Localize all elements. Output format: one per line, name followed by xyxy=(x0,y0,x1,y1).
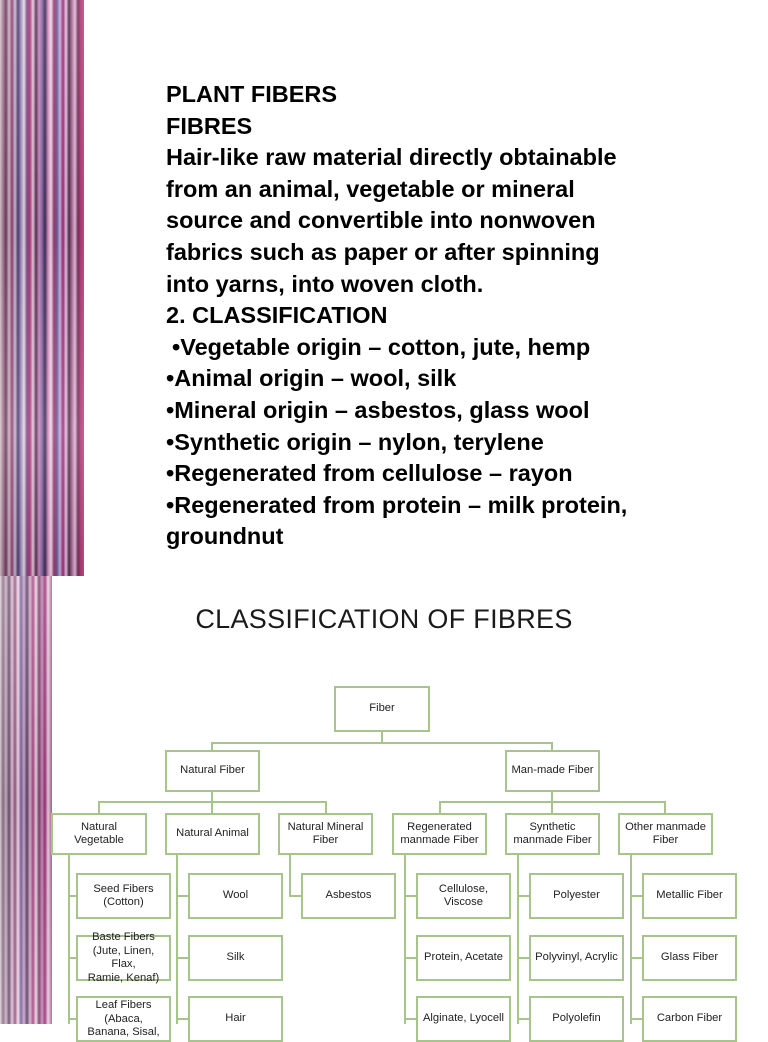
bullet-item: •Regenerated from cellulose – rayon xyxy=(166,460,573,487)
leaf-carbon-fiber: Carbon Fiber xyxy=(642,996,737,1042)
node-synthetic-manmade: Synthetic manmade Fiber xyxy=(505,813,600,855)
leaf-metallic-fiber: Metallic Fiber xyxy=(642,873,737,919)
node-natural-fiber: Natural Fiber xyxy=(165,750,260,792)
connector xyxy=(176,895,188,897)
leaf-hair: Hair xyxy=(188,996,283,1042)
bullet-item: •Mineral origin – asbestos, glass wool xyxy=(166,396,590,423)
connector xyxy=(630,1018,642,1020)
connector xyxy=(325,801,327,813)
connector xyxy=(211,801,213,813)
leaf-polyvinyl-acrylic: Polyvinyl, Acrylic xyxy=(529,935,624,981)
bullet-item: •Regenerated from protein – milk protein, xyxy=(166,491,628,518)
connector xyxy=(176,957,188,959)
connector xyxy=(517,855,519,1024)
connector xyxy=(68,957,76,959)
bullet-item-continued: groundnut xyxy=(166,523,284,550)
leaf-alginate-lyocell: Alginate, Lyocell xyxy=(416,996,511,1042)
connector xyxy=(404,855,406,1024)
heading-classification: 2. CLASSIFICATION xyxy=(166,302,388,329)
connector xyxy=(176,1018,188,1020)
leaf-baste-fibers: Baste Fibers (Jute, Linen, Flax, Ramie, Kenaf) xyxy=(76,935,171,981)
leaf-asbestos: Asbestos xyxy=(301,873,396,919)
leaf-leaf-fibers: Leaf Fibers (Abaca, Banana, Sisal, xyxy=(76,996,171,1042)
connector xyxy=(551,742,553,750)
connector xyxy=(664,801,666,813)
leaf-protein-acetate: Protein, Acetate xyxy=(416,935,511,981)
connector xyxy=(517,957,529,959)
definition-line: into yarns, into woven cloth. xyxy=(166,270,484,297)
connector xyxy=(630,855,632,1024)
leaf-wool: Wool xyxy=(188,873,283,919)
heading-fibres: FIBRES xyxy=(166,112,253,139)
definition-line: fabrics such as paper or after spinning xyxy=(166,238,600,265)
slide-text xyxy=(166,79,766,553)
connector xyxy=(630,957,642,959)
node-other-manmade: Other manmade Fiber xyxy=(618,813,713,855)
connector xyxy=(551,801,553,813)
definition-line: Hair-like raw material directly obtainable xyxy=(166,144,617,171)
connector xyxy=(68,1018,76,1020)
connector xyxy=(404,895,416,897)
connector xyxy=(404,1018,416,1020)
slide-title: CLASSIFICATION OF FIBRES xyxy=(195,604,573,634)
bullet-item: •Vegetable origin – cotton, jute, hemp xyxy=(172,333,591,360)
node-manmade-fiber: Man-made Fiber xyxy=(505,750,600,792)
bullet-item: •Animal origin – wool, silk xyxy=(166,365,457,392)
connector xyxy=(517,895,529,897)
decorative-stripes xyxy=(0,0,84,576)
connector xyxy=(630,895,642,897)
leaf-glass-fiber: Glass Fiber xyxy=(642,935,737,981)
definition-line: source and convertible into nonwoven xyxy=(166,207,596,234)
definition-line: from an animal, vegetable or mineral xyxy=(166,175,575,202)
connector xyxy=(98,801,100,813)
bullet-item: •Synthetic origin – nylon, terylene xyxy=(166,428,544,455)
connector xyxy=(211,742,553,744)
decorative-stripes xyxy=(0,576,52,1024)
connector xyxy=(176,855,178,1024)
connector xyxy=(289,855,291,896)
node-fiber: Fiber xyxy=(334,686,430,732)
connector xyxy=(404,957,416,959)
slide-classification-of-fibres xyxy=(0,576,768,1038)
node-natural-animal: Natural Animal xyxy=(165,813,260,855)
node-natural-mineral: Natural Mineral Fiber xyxy=(278,813,373,855)
leaf-silk: Silk xyxy=(188,935,283,981)
connector xyxy=(68,855,70,1024)
leaf-polyester: Polyester xyxy=(529,873,624,919)
leaf-cellulose-viscose: Cellulose, Viscose xyxy=(416,873,511,919)
connector xyxy=(439,801,441,813)
connector xyxy=(68,895,76,897)
leaf-polyolefin: Polyolefin xyxy=(529,996,624,1042)
heading-plant-fibers: PLANT FIBERS xyxy=(166,81,338,107)
leaf-seed-fibers: Seed Fibers (Cotton) xyxy=(76,873,171,919)
connector xyxy=(517,1018,529,1020)
node-regenerated-manmade: Regenerated manmade Fiber xyxy=(392,813,487,855)
connector xyxy=(289,895,301,897)
connector xyxy=(211,742,213,750)
node-natural-vegetable: Natural Vegetable xyxy=(51,813,147,855)
